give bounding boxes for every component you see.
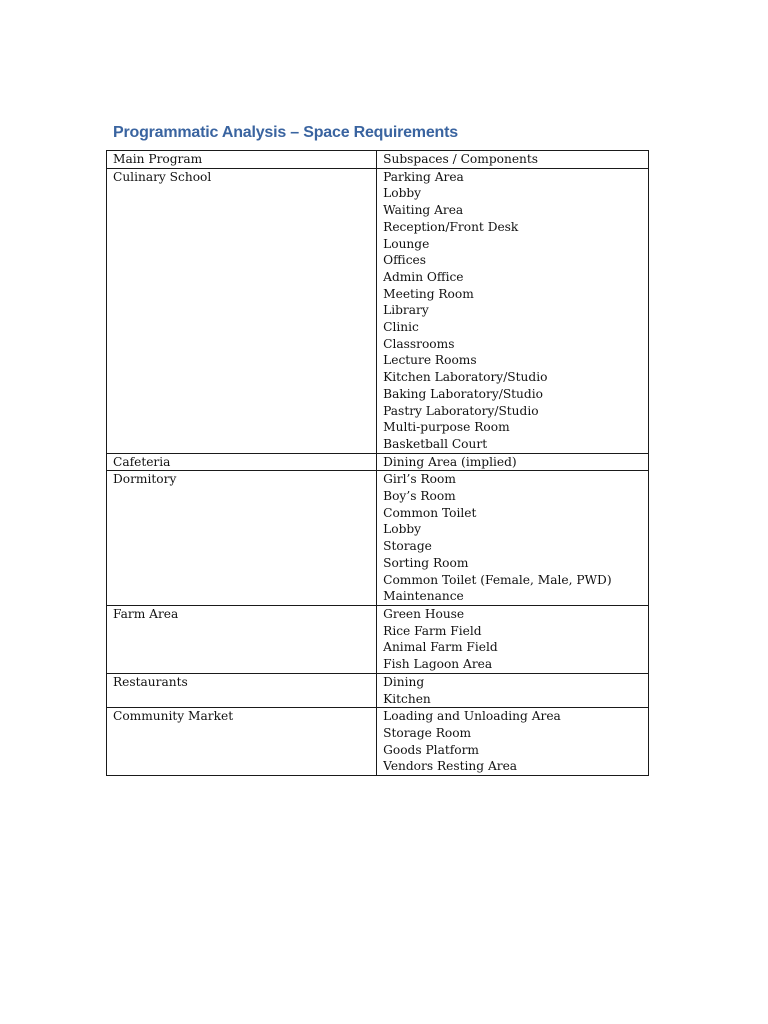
subspace-item: Reception/Front Desk bbox=[383, 219, 519, 234]
subspace-item: Boy’s Room bbox=[383, 489, 456, 504]
subspace-item: Lounge bbox=[383, 236, 430, 251]
subspace-item: Classrooms bbox=[383, 336, 455, 351]
subspace-item: Parking Area bbox=[383, 169, 464, 184]
subspace-item: Admin Office bbox=[383, 269, 464, 284]
document-title: Programmatic Analysis – Space Requirements bbox=[113, 124, 458, 141]
header-subspaces: Subspaces / Components bbox=[377, 151, 649, 169]
subspace-item: Storage Room bbox=[383, 725, 472, 740]
subspace-item: Library bbox=[383, 303, 429, 318]
subspace-item: Goods Platform bbox=[383, 742, 479, 757]
subspace-item: Multi-purpose Room bbox=[383, 420, 510, 435]
table-row bbox=[107, 605, 649, 673]
subspace-item: Baking Laboratory/Studio bbox=[383, 386, 543, 401]
main-program-cell: Farm Area bbox=[107, 605, 377, 673]
subspaces-cell bbox=[377, 453, 649, 471]
table-row bbox=[107, 708, 649, 776]
subspace-item: Lecture Rooms bbox=[383, 353, 477, 368]
subspace-item: Loading and Unloading Area bbox=[383, 709, 561, 724]
main-program-cell: Restaurants bbox=[107, 673, 377, 707]
main-program-cell: Cafeteria bbox=[107, 453, 377, 471]
subspace-item: Rice Farm Field bbox=[383, 623, 482, 638]
subspace-item: Waiting Area bbox=[383, 203, 464, 218]
subspaces-cell bbox=[377, 708, 649, 776]
subspace-item: Meeting Room bbox=[383, 286, 474, 301]
subspace-item: Maintenance bbox=[383, 589, 464, 604]
table-header-row bbox=[107, 151, 649, 169]
subspace-item: Storage bbox=[383, 539, 432, 554]
main-program-cell: Culinary School bbox=[107, 168, 377, 453]
subspaces-cell bbox=[377, 471, 649, 606]
header-main-program: Main Program bbox=[107, 151, 377, 169]
subspace-item: Girl’s Room bbox=[383, 472, 456, 487]
subspace-item: Clinic bbox=[383, 320, 419, 335]
subspaces-cell bbox=[377, 673, 649, 707]
subspace-item: Animal Farm Field bbox=[383, 640, 498, 655]
space-requirements-table bbox=[106, 150, 649, 776]
subspace-item: Fish Lagoon Area bbox=[383, 657, 493, 672]
subspace-item: Kitchen bbox=[383, 691, 431, 706]
subspace-item: Dining bbox=[383, 674, 425, 689]
table-row bbox=[107, 471, 649, 606]
subspace-item: Kitchen Laboratory/Studio bbox=[383, 370, 548, 385]
table-row bbox=[107, 168, 649, 453]
subspace-item: Vendors Resting Area bbox=[383, 759, 518, 774]
subspace-item: Common Toilet bbox=[383, 505, 477, 520]
subspace-item: Lobby bbox=[383, 522, 422, 537]
main-program-cell: Community Market bbox=[107, 708, 377, 776]
subspace-item: Dining Area (implied) bbox=[383, 454, 517, 469]
subspace-item: Pastry Laboratory/Studio bbox=[383, 403, 539, 418]
subspace-item: Lobby bbox=[383, 186, 422, 201]
subspace-item: Green House bbox=[383, 606, 465, 621]
subspaces-cell bbox=[377, 605, 649, 673]
table-row bbox=[107, 673, 649, 707]
subspace-item: Sorting Room bbox=[383, 555, 469, 570]
subspace-item: Common Toilet (Female, Male, PWD) bbox=[383, 572, 612, 587]
subspace-item: Offices bbox=[383, 253, 426, 268]
main-program-cell: Dormitory bbox=[107, 471, 377, 606]
subspace-item: Basketball Court bbox=[383, 436, 488, 451]
table-row bbox=[107, 453, 649, 471]
subspaces-cell bbox=[377, 168, 649, 453]
